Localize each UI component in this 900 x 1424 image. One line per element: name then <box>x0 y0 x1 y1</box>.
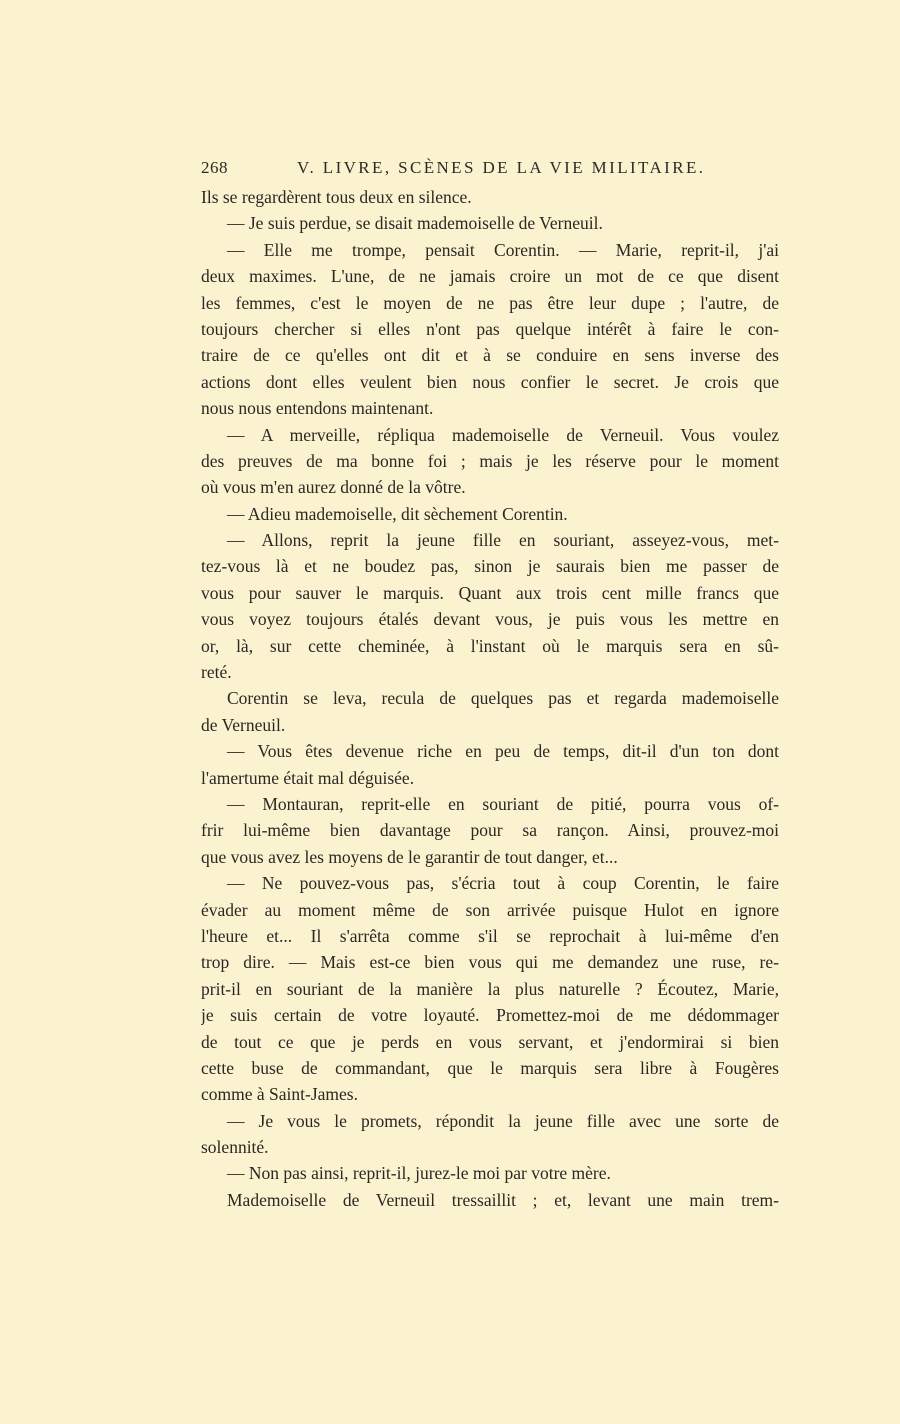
text-line: deux maximes. L'une, de ne jamais croire un mot de ce que disent <box>201 266 779 287</box>
body-text <box>201 184 779 1213</box>
text-line: — Allons, reprit la jeune fille en souriant, asseyez-vous, met- <box>227 530 779 551</box>
text-line: prit-il en souriant de la manière la plus naturelle ? Écoutez, Marie, <box>201 978 779 999</box>
text-line: toujours chercher si elles n'ont pas quelque intérêt à faire le con- <box>201 318 779 339</box>
text-line: — Elle me trompe, pensait Corentin. — Marie, reprit-il, j'ai <box>227 239 779 260</box>
page-number: 268 <box>201 158 228 177</box>
text-line: traire de ce qu'elles ont dit et à se conduire en sens inverse des <box>201 345 779 366</box>
text-line: — Vous êtes devenue riche en peu de temps, dit-il d'un ton dont <box>227 741 779 762</box>
text-line: cette buse de commandant, que le marquis sera libre à Fougères <box>201 1057 779 1078</box>
text-line: de Verneuil. <box>201 714 286 735</box>
text-line: tez-vous là et ne boudez pas, sinon je saurais bien me passer de <box>201 556 779 577</box>
text-line: je suis certain de votre loyauté. Promettez-moi de me dédommager <box>201 1005 779 1026</box>
text-line: vous pour sauver le marquis. Quant aux trois cent mille francs que <box>201 582 779 603</box>
text-line: — Je suis perdue, se disait mademoiselle de Verneuil. <box>227 213 603 234</box>
text-line: de tout ce que je perds en vous servant, et j'endormirai si bien <box>201 1031 779 1052</box>
running-head <box>201 158 779 182</box>
text-line: que vous avez les moyens de le garantir de tout danger, et... <box>201 846 618 867</box>
text-line: solennité. <box>201 1137 269 1158</box>
text-line: Mademoiselle de Verneuil tressaillit ; et, levant une main trem- <box>227 1189 779 1210</box>
text-line: nous nous entendons maintenant. <box>201 398 434 419</box>
text-line: l'amertume était mal déguisée. <box>201 767 415 788</box>
text-line: frir lui-même bien davantage pour sa rançon. Ainsi, prouvez-moi <box>201 820 779 841</box>
text-line: — A merveille, répliqua mademoiselle de Verneuil. Vous voulez <box>227 424 779 445</box>
text-line: — Je vous le promets, répondit la jeune fille avec une sorte de <box>227 1110 779 1131</box>
text-line: l'heure et... Il s'arrêta comme s'il se reprochait à lui-même d'en <box>201 925 779 946</box>
text-line: où vous m'en aurez donné de la vôtre. <box>201 477 466 498</box>
text-line: Ils se regardèrent tous deux en silence. <box>201 187 472 207</box>
text-line: actions dont elles veulent bien nous confier le secret. Je crois que <box>201 371 779 392</box>
text-line: Corentin se leva, recula de quelques pas et regarda mademoiselle <box>227 688 779 709</box>
text-line: vous voyez toujours étalés devant vous, je puis vous les mettre en <box>201 609 779 630</box>
text-line: reté. <box>201 662 232 683</box>
text-line: des preuves de ma bonne foi ; mais je les réserve pour le moment <box>201 450 779 471</box>
text-line: évader au moment même de son arrivée puisque Hulot en ignore <box>201 899 779 920</box>
text-line: trop dire. — Mais est-ce bien vous qui me demandez une ruse, re- <box>201 952 779 973</box>
text-line: — Ne pouvez-vous pas, s'écria tout à coup Corentin, le faire <box>227 873 779 894</box>
text-line: — Montauran, reprit-elle en souriant de pitié, pourra vous of- <box>227 793 779 814</box>
text-line: les femmes, c'est le moyen de ne pas être leur dupe ; l'autre, de <box>201 292 779 313</box>
running-title: V. LIVRE, SCÈNES DE LA VIE MILITAIRE. <box>297 158 706 177</box>
text-line: — Non pas ainsi, reprit-il, jurez-le moi par votre mère. <box>227 1163 611 1184</box>
text-line: comme à Saint-James. <box>201 1084 358 1105</box>
text-line: — Adieu mademoiselle, dit sèchement Corentin. <box>227 503 568 524</box>
text-line: or, là, sur cette cheminée, à l'instant où le marquis sera en sû- <box>201 635 779 656</box>
